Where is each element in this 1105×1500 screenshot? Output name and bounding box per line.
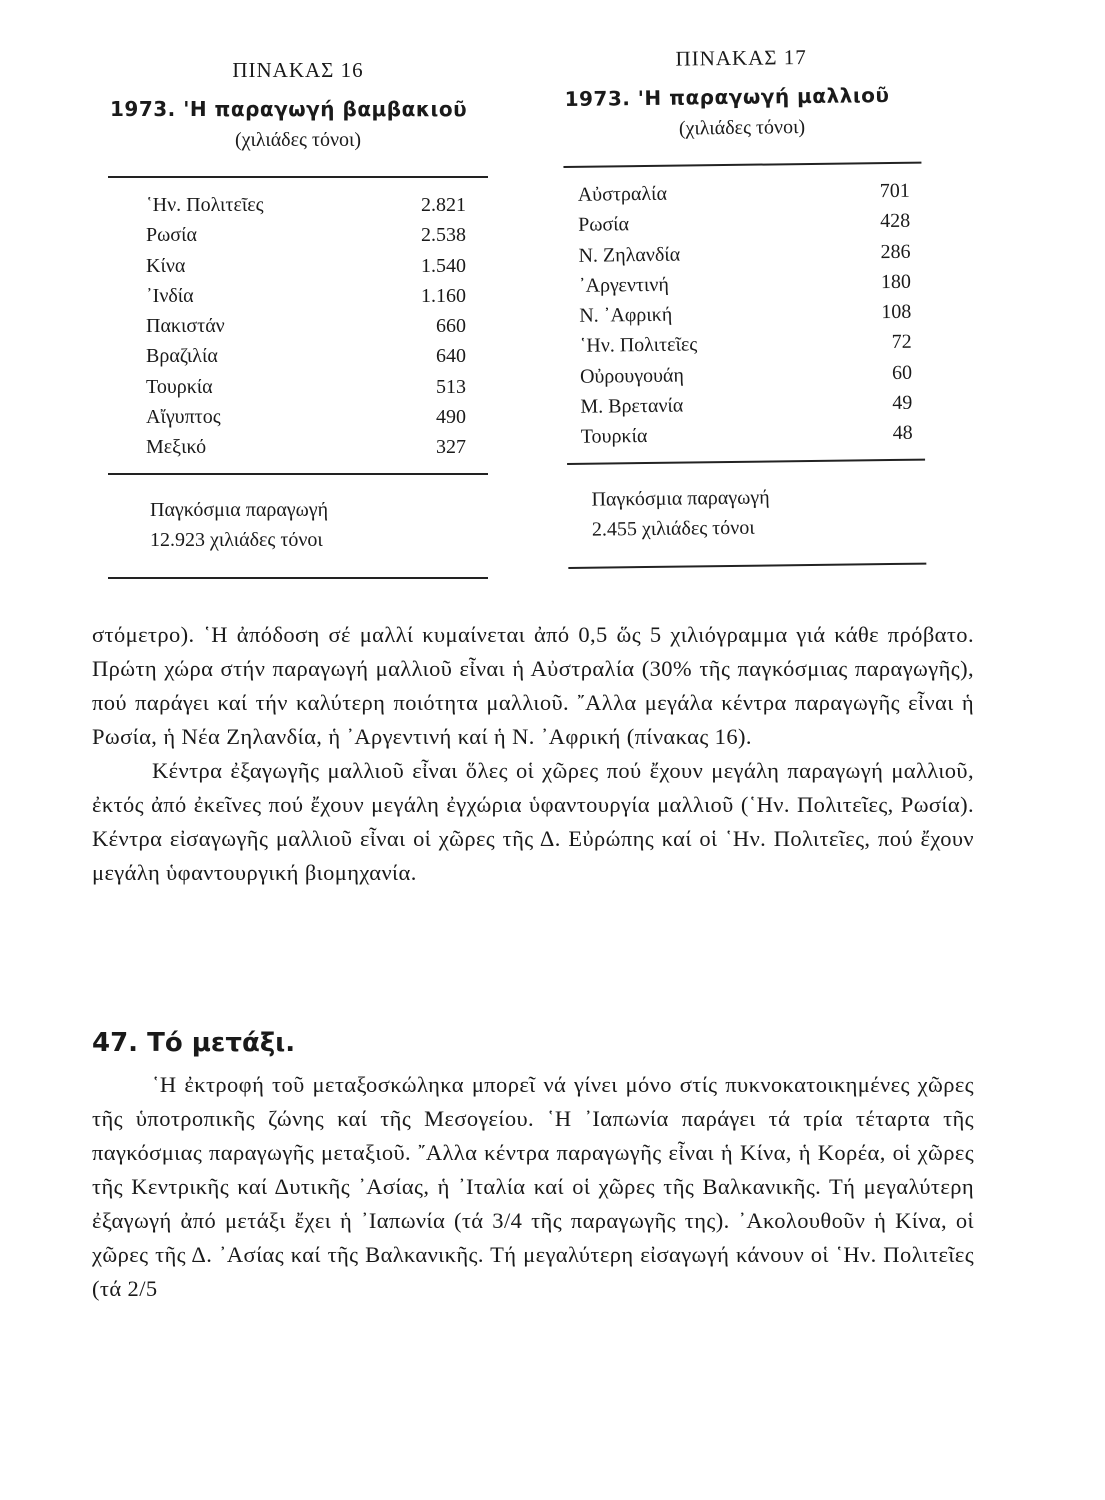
country-cell: ᾿Ινδία — [146, 284, 194, 307]
value-cell: 1.160 — [421, 284, 466, 307]
value-cell: 490 — [436, 406, 466, 429]
table-caption: ΠΙΝΑΚΑΣ 16 — [232, 58, 364, 82]
table-row — [565, 297, 923, 332]
table-row — [566, 357, 924, 392]
country-cell: Αὐστραλία — [577, 182, 668, 206]
table-row — [108, 281, 488, 311]
value-cell: 48 — [892, 422, 913, 445]
table-row — [564, 176, 922, 211]
table-heading: 1973. 'Η παραγωγή βαμβακιοῦ — [110, 97, 468, 121]
country-cell: Ν. Ζηλανδία — [578, 243, 681, 267]
value-cell: 60 — [891, 361, 913, 384]
country-cell: Βραζιλία — [146, 345, 218, 368]
table-row — [565, 327, 923, 362]
total-label: Παγκόσμια παραγωγή — [591, 486, 770, 511]
country-cell: Πακιστάν — [146, 315, 225, 338]
country-cell: Μ. Βρετανία — [580, 394, 684, 418]
total-label: Παγκόσμια παραγωγή — [150, 498, 329, 521]
value-cell: 1.540 — [421, 254, 466, 277]
paragraph: στόμετρο). ῾Η ἀπόδοση σέ μαλλί κυμαίνεται ἀπό 0,5 ὥς 5 χιλιόγραμμα γιά κάθε πρόβατο. Πρώτη χώρα στήν παραγωγή μαλλιοῦ εἶναι ἡ Αὐστραλία (30% τῆς παγκόσμιας παραγωγῆς), πού παράγει καί τήν καλύτερη ποιότητα μαλλιοῦ. ῎Αλλα μεγάλα κέντρα παραγωγῆς εἶναι ἡ Ρωσία, ἡ Νέα Ζηλανδία, ἡ ᾿Αργεντινή καί ἡ Ν. ᾿Αφρική (πίνακας 16). — [92, 622, 974, 749]
section-heading: 47. Τό μετάξι. — [92, 1028, 296, 1058]
value-cell: 513 — [436, 375, 466, 398]
country-cell: Οὐρουγουάη — [579, 364, 685, 388]
table-bottom-rule — [108, 577, 488, 579]
country-cell: Μεξικό — [146, 436, 207, 459]
value-cell: 286 — [880, 240, 911, 263]
table-row — [108, 251, 488, 281]
wool-text — [92, 618, 974, 890]
table-row — [566, 388, 924, 423]
country-cell: Τουρκία — [146, 375, 213, 398]
value-cell: 49 — [892, 391, 913, 415]
table-17 — [562, 44, 926, 569]
value-cell: 327 — [436, 436, 466, 459]
table-row — [108, 190, 488, 220]
country-cell: ῾Ην. Πολιτεῖες — [146, 194, 264, 216]
total-value: 2.455 χιλιάδες τόνοι — [591, 516, 755, 541]
table-16 — [108, 58, 488, 579]
table-row — [108, 432, 488, 462]
table-row — [564, 236, 922, 271]
table-row — [108, 402, 488, 432]
value-cell: 2.821 — [421, 194, 466, 216]
value-cell: 428 — [880, 210, 911, 233]
table-unit: (χιλιάδες τόνοι) — [678, 116, 806, 140]
country-cell: Τουρκία — [580, 425, 648, 449]
table-caption: ΠΙΝΑΚΑΣ 17 — [675, 45, 807, 71]
table-heading: 1973. 'Η παραγωγή μαλλιοῦ — [564, 83, 890, 111]
country-cell: Κίνα — [146, 254, 186, 277]
country-cell: Ν. ᾿Αφρική — [579, 303, 673, 327]
value-cell: 72 — [891, 331, 912, 354]
table-row — [108, 341, 488, 371]
table-row — [567, 418, 925, 453]
value-cell: 108 — [881, 300, 912, 324]
table-row — [108, 220, 488, 250]
table-row — [565, 267, 923, 302]
table-total — [567, 460, 926, 566]
table-rows — [108, 178, 488, 473]
paragraph: ῾Η ἐκτροφή τοῦ μεταξοσκώληκα μπορεῖ νά γίνει μόνο στίς πυκνοκατοικημένες χῶρες τῆς ὑποτροπικῆς ζώνης καί τῆς Μεσογείου. ῾Η ᾿Ιαπωνία παράγει τά τρία τέταρτα τῆς παγκόσμιας παραγωγῆς μεταξιοῦ. ῎Αλλα κέντρα παραγωγῆς εἶναι ἡ Κίνα, ἡ Κορέα, οἱ χῶρες τῆς Κεντρικῆς καί Δυτικῆς ᾿Ασίας, ἡ ᾿Ιταλία καί οἱ χῶρες τῆς Βαλκανικῆς. Τή μεγαλύτερη ἐξαγωγή ἀπό μετάξι ἔχει ἡ ᾿Ιαπωνία (τά 3/4 τῆς παραγωγῆς της). ᾿Ακολουθοῦν ἡ Κίνα, οἱ χῶρες τῆς Δ. ᾿Ασίας καί τῆς Βαλκανικῆς. Τή μεγαλύτερη εἰσαγωγή κάνουν οἱ ῾Ην. Πολιτεῖες (τά 2/5 — [92, 1072, 974, 1301]
table-total — [108, 475, 488, 577]
silk-text — [92, 1068, 974, 1306]
table-unit: (χιλιάδες τόνοι) — [234, 129, 362, 151]
country-cell: Ρωσία — [146, 224, 197, 247]
value-cell: 660 — [436, 315, 466, 338]
paragraph: Κέντρα ἐξαγωγῆς μαλλιοῦ εἶναι ὅλες οἱ χῶρες πού ἔχουν μεγάλη παραγωγή μαλλιοῦ, ἐκτός ἀπό ἐκεῖνες πού ἔχουν μεγάλη ἐγχώρια ὑφαντουργία μαλλιοῦ (῾Ην. Πολιτεῖες, Ρωσία). Κέντρα εἰσαγωγῆς μαλλιοῦ εἶναι οἱ χῶρες τῆς Δ. Εὐρώπης καί οἱ ῾Ην. Πολιτεῖες, πού ἔχουν μεγάλη ὑφαντουργική βιομηχανία. — [92, 758, 974, 885]
table-row — [108, 311, 488, 341]
table-row — [564, 206, 922, 241]
country-cell: ᾿Αργεντινή — [578, 273, 669, 297]
total-value: 12.923 χιλιάδες τόνοι — [150, 528, 323, 551]
value-cell: 180 — [880, 270, 912, 294]
value-cell: 640 — [436, 345, 466, 368]
value-cell: 2.538 — [421, 224, 466, 247]
country-cell: ῾Ην. Πολιτεῖες — [579, 333, 698, 358]
country-cell: Αἴγυπτος — [146, 406, 221, 429]
table-row — [108, 372, 488, 402]
table-rows — [563, 164, 925, 463]
country-cell: Ρωσία — [578, 213, 630, 237]
value-cell: 701 — [879, 179, 910, 203]
